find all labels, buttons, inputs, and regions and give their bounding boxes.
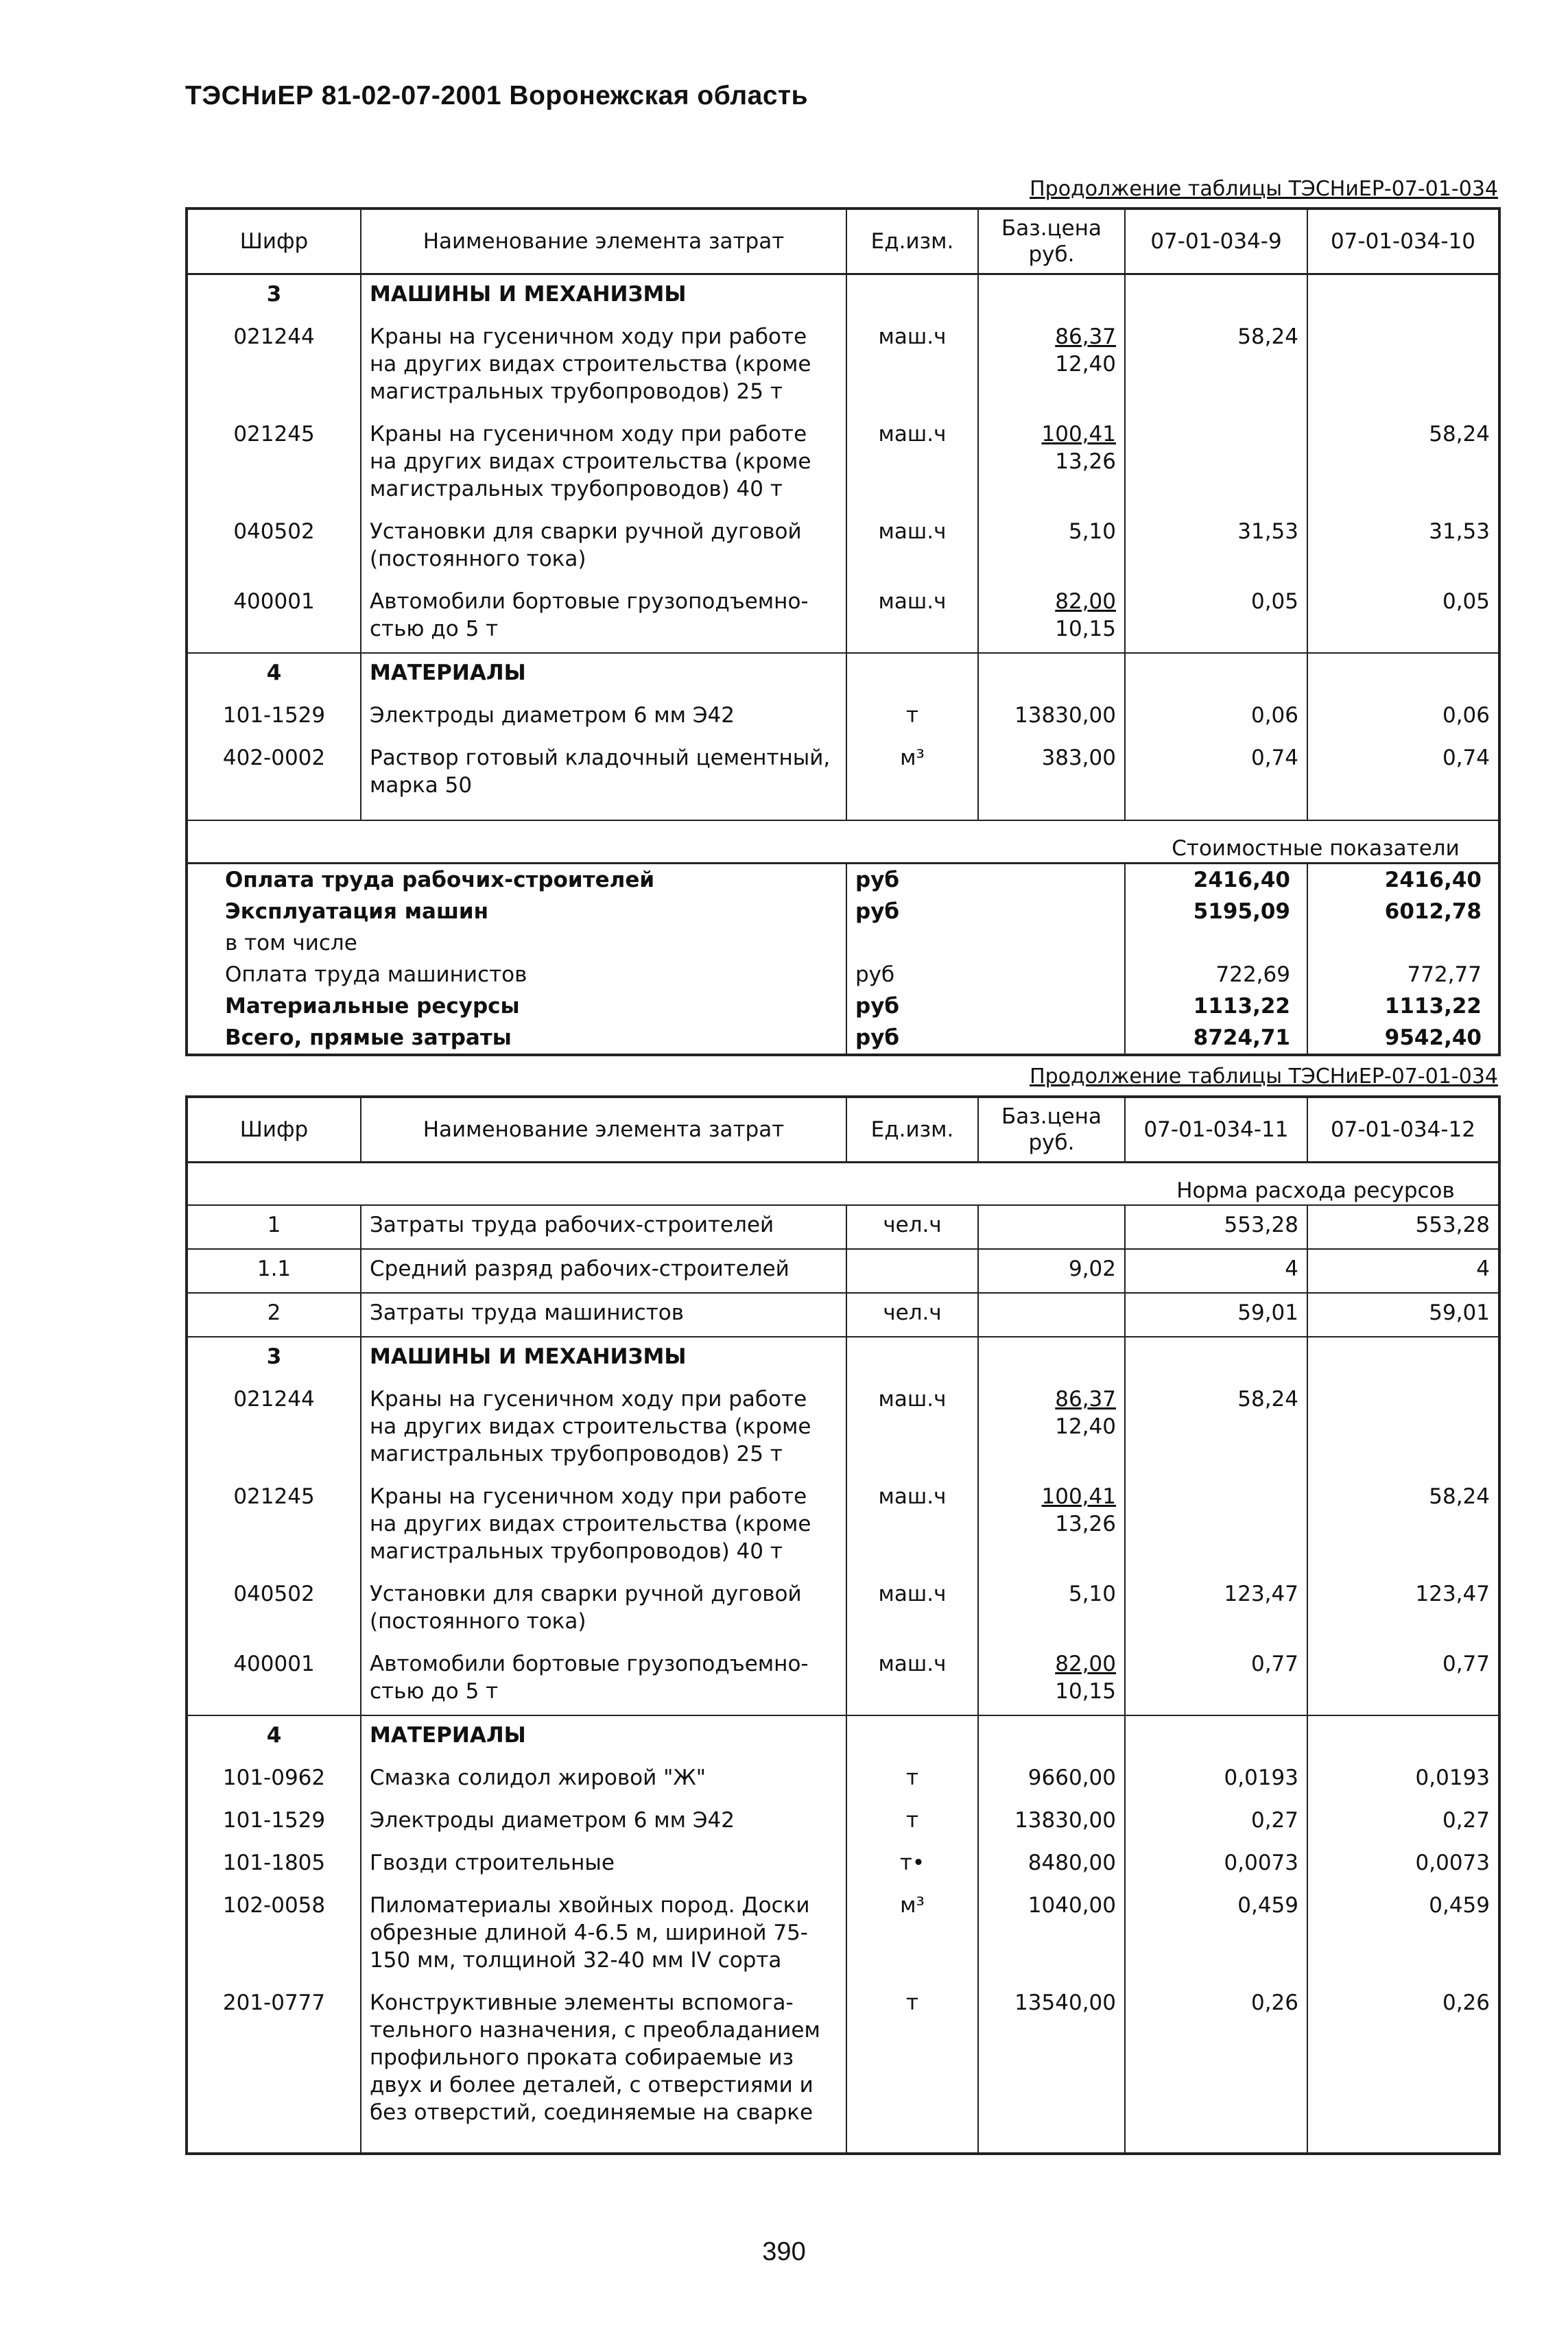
cost-col-2: 9542,40: [1307, 1022, 1499, 1055]
cell-col-1: 4: [1125, 1249, 1307, 1293]
header-code: Шифр: [187, 209, 361, 274]
cell-col-1: 0,0073: [1125, 1844, 1307, 1886]
header-col-1: 07-01-034-9: [1125, 209, 1307, 274]
spacer-row: [187, 2136, 1499, 2154]
page-number: 390: [762, 2237, 806, 2266]
price-value: 82,00: [1055, 1652, 1116, 1676]
cell-col-2: 0,74: [1307, 739, 1499, 809]
cell-col-1: 58,24: [1125, 1380, 1307, 1477]
price-value: 383,00: [1041, 746, 1116, 770]
price-value: 5,10: [1068, 1582, 1116, 1606]
price-machinist-value: 12,40: [1055, 352, 1116, 377]
price-value: 82,00: [1055, 589, 1116, 614]
cell-name: Краны на гусеничном ходу при работе на других видах строительства (кроме магистральных трубопроводов) 40 т: [361, 1477, 846, 1575]
cell-price: [978, 512, 1125, 582]
table-row: [187, 1886, 1499, 1984]
cell-name: Установки для сварки ручной дуговой (постоянного тока): [361, 1575, 846, 1645]
cell-price: [978, 1759, 1125, 1801]
cell-code: 021245: [233, 1484, 315, 1509]
cost-band-label: Стоимостные показатели: [1125, 820, 1499, 864]
cell-unit: чел.ч: [846, 1293, 978, 1337]
cell-code: 021244: [233, 324, 315, 349]
cell-price: [978, 1715, 1125, 1759]
header-col-2: 07-01-034-12: [1307, 1097, 1499, 1163]
section-row: [187, 653, 1499, 696]
cell-unit: м³: [846, 739, 978, 809]
cell-unit: [846, 1337, 978, 1380]
cell-code: 3: [187, 1337, 361, 1380]
cell-name: Электроды диаметром 6 мм Э42: [361, 696, 846, 739]
band-empty: [187, 820, 1125, 864]
cell-code: 040502: [233, 1582, 315, 1606]
cost-col-2: 1113,22: [1307, 990, 1499, 1022]
table-row: [187, 1249, 1499, 1293]
cell-price: [978, 1844, 1125, 1886]
price-value: 5,10: [1068, 519, 1116, 544]
cell-name: Смазка солидол жировой "Ж": [361, 1759, 846, 1801]
header-unit: Ед.изм.: [846, 209, 978, 274]
header-name: Наименование элемента затрат: [361, 1097, 846, 1163]
cell-col-2: [1307, 1380, 1499, 1477]
cell-unit: маш.ч: [846, 415, 978, 512]
table1-caption: Продолжение таблицы ТЭСНиЕР-07-01-034: [1030, 177, 1498, 201]
cell-unit: маш.ч: [846, 1645, 978, 1715]
price-value: 86,37: [1055, 324, 1116, 349]
cell-col-1: 59,01: [1125, 1293, 1307, 1337]
price-value: 9,02: [1068, 1257, 1116, 1281]
cell-price: [978, 1293, 1125, 1337]
cell-code: 101-1529: [222, 1808, 326, 1833]
section-row: [187, 1715, 1499, 1759]
cost-col-1: 1113,22: [1125, 990, 1307, 1022]
cell-name: Гвозди строительные: [361, 1844, 846, 1886]
spacer-row: [187, 809, 1499, 820]
cell-unit: маш.ч: [846, 512, 978, 582]
header-name: Наименование элемента затрат: [361, 209, 846, 274]
cell-col-2: 123,47: [1307, 1575, 1499, 1645]
cell-col-2: [1307, 1715, 1499, 1759]
price-value: 86,37: [1055, 1387, 1116, 1412]
cell-code: 021244: [233, 1387, 315, 1412]
cost-unit: руб: [846, 864, 1125, 896]
table-row: [187, 739, 1499, 809]
cell-col-1: 0,0193: [1125, 1759, 1307, 1801]
cell-name: Затраты труда машинистов: [361, 1293, 846, 1337]
cell-col-1: 0,26: [1125, 1984, 1307, 2136]
price-machinist-value: 13,26: [1055, 1512, 1116, 1536]
cell-unit: т: [846, 696, 978, 739]
price-value: 8480,00: [1027, 1851, 1116, 1875]
cost-col-2: [1307, 927, 1499, 959]
cell-unit: м³: [846, 1886, 978, 1984]
table-row: [187, 1293, 1499, 1337]
cell-price: [978, 653, 1125, 696]
cell-col-1: 0,459: [1125, 1886, 1307, 1984]
cell-col-2: [1307, 653, 1499, 696]
cell-name: МАШИНЫ И МЕХАНИЗМЫ: [361, 274, 846, 318]
cell-price: [978, 1575, 1125, 1645]
cell-code: 4: [187, 1715, 361, 1759]
cost-col-1: 2416,40: [1125, 864, 1307, 896]
table-row: [187, 1759, 1499, 1801]
cell-code: 400001: [233, 1652, 315, 1676]
cell-col-2: 0,26: [1307, 1984, 1499, 2136]
cell-name: Затраты труда рабочих-строителей: [361, 1205, 846, 1249]
price-value: 13540,00: [1014, 1990, 1116, 2015]
table-row: [187, 1984, 1499, 2136]
table-row: [187, 415, 1499, 512]
header-col-2: 07-01-034-10: [1307, 209, 1499, 274]
price-machinist-value: 13,26: [1055, 449, 1116, 474]
cell-name: МАТЕРИАЛЫ: [361, 1715, 846, 1759]
price-value: 9660,00: [1027, 1765, 1116, 1790]
header-code: Шифр: [187, 1097, 361, 1163]
cell-col-2: 553,28: [1307, 1205, 1499, 1249]
cell-col-2: 0,0193: [1307, 1759, 1499, 1801]
cell-price: [978, 1205, 1125, 1249]
price-value: 13830,00: [1014, 703, 1116, 728]
cell-col-1: 123,47: [1125, 1575, 1307, 1645]
price-value: 1040,00: [1027, 1893, 1116, 1918]
header-price: Баз.цена руб.: [978, 1097, 1125, 1163]
cell-col-1: [1125, 653, 1307, 696]
cell-code: 021245: [233, 422, 315, 447]
cell-unit: маш.ч: [846, 318, 978, 415]
table-row: [187, 1205, 1499, 1249]
cell-unit: [846, 653, 978, 696]
cost-band-row: [187, 820, 1499, 864]
cost-label: в том числе: [225, 931, 357, 955]
cell-unit: [846, 1715, 978, 1759]
cell-code: 201-0777: [222, 1990, 326, 2015]
price-value: 100,41: [1041, 422, 1116, 447]
cell-code: 3: [187, 274, 361, 318]
cell-unit: т: [846, 1801, 978, 1844]
cell-col-1: 0,27: [1125, 1801, 1307, 1844]
cell-col-2: 0,0073: [1307, 1844, 1499, 1886]
cell-price: [978, 696, 1125, 739]
cell-price: [978, 582, 1125, 653]
cell-price: [978, 1984, 1125, 2136]
header-unit: Ед.изм.: [846, 1097, 978, 1163]
cell-col-1: [1125, 274, 1307, 318]
cell-col-2: 0,77: [1307, 1645, 1499, 1715]
resource-table-2: [185, 1095, 1501, 2155]
table2-header-row: [187, 1097, 1499, 1163]
cell-code: 101-1529: [222, 703, 326, 728]
section-row: [187, 274, 1499, 318]
cell-col-2: 0,06: [1307, 696, 1499, 739]
cost-unit: руб: [846, 1022, 1125, 1055]
cell-unit: чел.ч: [846, 1205, 978, 1249]
cost-label: Оплата труда рабочих-строителей: [187, 864, 846, 896]
cell-code: 2: [187, 1293, 361, 1337]
cell-col-2: [1307, 274, 1499, 318]
cell-unit: маш.ч: [846, 1477, 978, 1575]
cost-unit: руб: [846, 990, 1125, 1022]
cell-code: 4: [187, 653, 361, 696]
cell-col-1: 0,74: [1125, 739, 1307, 809]
price-machinist-value: 10,15: [1055, 617, 1116, 641]
cell-name: Раствор готовый кладочный цементный, марка 50: [361, 739, 846, 809]
table1-header-row: [187, 209, 1499, 274]
norm-band-row: [187, 1163, 1499, 1206]
cell-code: 101-0962: [222, 1765, 326, 1790]
table-row: [187, 1575, 1499, 1645]
cell-col-2: 59,01: [1307, 1293, 1499, 1337]
cell-unit: [846, 274, 978, 318]
price-value: 100,41: [1041, 1484, 1116, 1509]
cell-unit: маш.ч: [846, 1575, 978, 1645]
cell-price: [978, 274, 1125, 318]
table-row: [187, 512, 1499, 582]
cell-name: МАТЕРИАЛЫ: [361, 653, 846, 696]
cost-label: Эксплуатация машин: [225, 899, 489, 924]
cost-row: [187, 1022, 1499, 1055]
cell-price: [978, 415, 1125, 512]
table-row: [187, 696, 1499, 739]
cell-col-2: 0,05: [1307, 582, 1499, 653]
cell-col-1: 58,24: [1125, 318, 1307, 415]
document-header: ТЭСНиЕР 81-02-07-2001 Воронежская область: [185, 81, 809, 110]
table-row: [187, 1844, 1499, 1886]
cell-name: Установки для сварки ручной дуговой (постоянного тока): [361, 512, 846, 582]
cell-col-1: [1125, 1337, 1307, 1380]
cell-name: МАШИНЫ И МЕХАНИЗМЫ: [361, 1337, 846, 1380]
cell-name: Средний разряд рабочих-строителей: [361, 1249, 846, 1293]
cost-row: [187, 927, 1499, 959]
cell-col-2: [1307, 318, 1499, 415]
cost-label: Оплата труда машинистов: [225, 962, 527, 987]
cell-price: [978, 1801, 1125, 1844]
resource-table-1: [185, 207, 1501, 1056]
cost-row: [187, 959, 1499, 990]
cell-price: [978, 1886, 1125, 1984]
cost-col-2: 6012,78: [1307, 896, 1499, 927]
cell-code: 102-0058: [222, 1893, 326, 1918]
cell-code: 1.1: [187, 1249, 361, 1293]
table-row: [187, 582, 1499, 653]
table2-caption: Продолжение таблицы ТЭСНиЕР-07-01-034: [1030, 1065, 1498, 1089]
section-row: [187, 1337, 1499, 1380]
cell-name: Краны на гусеничном ходу при работе на других видах строительства (кроме магистральных трубопроводов) 40 т: [361, 415, 846, 512]
cost-unit: [846, 927, 1125, 959]
cell-col-1: [1125, 415, 1307, 512]
header-price: Баз.цена руб.: [978, 209, 1125, 274]
cell-col-1: 0,05: [1125, 582, 1307, 653]
cost-row: [187, 864, 1499, 896]
cell-unit: т: [846, 1759, 978, 1801]
table-row: [187, 318, 1499, 415]
cell-name: Электроды диаметром 6 мм Э42: [361, 1801, 846, 1844]
cost-col-1: 5195,09: [1125, 896, 1307, 927]
cell-unit: т: [846, 1984, 978, 2136]
cell-col-2: 0,459: [1307, 1886, 1499, 1984]
cell-name: Автомобили бортовые грузоподъемно-стью до 5 т: [361, 1645, 846, 1715]
cell-unit: маш.ч: [846, 1380, 978, 1477]
cell-name: Конструктивные элементы вспомога-тельного назначения, с преобладанием профильного проката собираемые из двух и более деталей, с отверстиями и без отверстий, соединяемые на сварке: [361, 1984, 846, 2136]
cell-col-2: 31,53: [1307, 512, 1499, 582]
cost-unit: руб: [846, 896, 1125, 927]
cell-col-2: 58,24: [1307, 1477, 1499, 1575]
cell-name: Краны на гусеничном ходу при работе на других видах строительства (кроме магистральных трубопроводов) 25 т: [361, 318, 846, 415]
table-row: [187, 1477, 1499, 1575]
cell-price: [978, 1477, 1125, 1575]
price-machinist-value: 10,15: [1055, 1679, 1116, 1704]
cost-col-1: 8724,71: [1125, 1022, 1307, 1055]
cell-price: [978, 1249, 1125, 1293]
cell-price: [978, 1645, 1125, 1715]
cell-col-2: [1307, 1337, 1499, 1380]
cell-code: 040502: [233, 519, 315, 544]
cost-row: [187, 896, 1499, 927]
table-row: [187, 1801, 1499, 1844]
table-row: [187, 1645, 1499, 1715]
cell-col-1: [1125, 1715, 1307, 1759]
cell-price: [978, 739, 1125, 809]
price-machinist-value: 12,40: [1055, 1414, 1116, 1439]
cell-code: 400001: [233, 589, 315, 614]
cell-name: Краны на гусеничном ходу при работе на других видах строительства (кроме магистральных трубопроводов) 25 т: [361, 1380, 846, 1477]
cell-col-2: 4: [1307, 1249, 1499, 1293]
cell-price: [978, 1380, 1125, 1477]
cost-label: Всего, прямые затраты: [225, 1025, 512, 1050]
cell-col-2: 0,27: [1307, 1801, 1499, 1844]
cell-unit: [846, 1249, 978, 1293]
cell-price: [978, 1337, 1125, 1380]
cell-code: 1: [187, 1205, 361, 1249]
cost-row: [187, 990, 1499, 1022]
cell-code: 101-1805: [222, 1851, 326, 1875]
cell-name: Пиломатериалы хвойных пород. Доски обрезные длиной 4-6.5 м, шириной 75-150 мм, толщиной 32-40 мм IV сорта: [361, 1886, 846, 1984]
norm-band-label: Норма расхода ресурсов: [1125, 1163, 1499, 1206]
cell-col-1: [1125, 1477, 1307, 1575]
cell-col-1: 0,77: [1125, 1645, 1307, 1715]
table-row: [187, 1380, 1499, 1477]
cost-col-2: 2416,40: [1307, 864, 1499, 896]
cost-label: Материальные ресурсы: [225, 994, 520, 1019]
cost-col-1: [1125, 927, 1307, 959]
cell-unit: т•: [846, 1844, 978, 1886]
price-value: 13830,00: [1014, 1808, 1116, 1833]
header-col-1: 07-01-034-11: [1125, 1097, 1307, 1163]
cost-col-1: 722,69: [1125, 959, 1307, 990]
cell-code: 402-0002: [222, 746, 326, 770]
cell-col-1: 553,28: [1125, 1205, 1307, 1249]
cell-price: [978, 318, 1125, 415]
cost-unit: руб: [846, 959, 1125, 990]
cell-col-1: 0,06: [1125, 696, 1307, 739]
cost-col-2: 772,77: [1307, 959, 1499, 990]
cell-col-2: 58,24: [1307, 415, 1499, 512]
cell-col-1: 31,53: [1125, 512, 1307, 582]
cell-name: Автомобили бортовые грузоподъемно-стью до 5 т: [361, 582, 846, 653]
cell-unit: маш.ч: [846, 582, 978, 653]
